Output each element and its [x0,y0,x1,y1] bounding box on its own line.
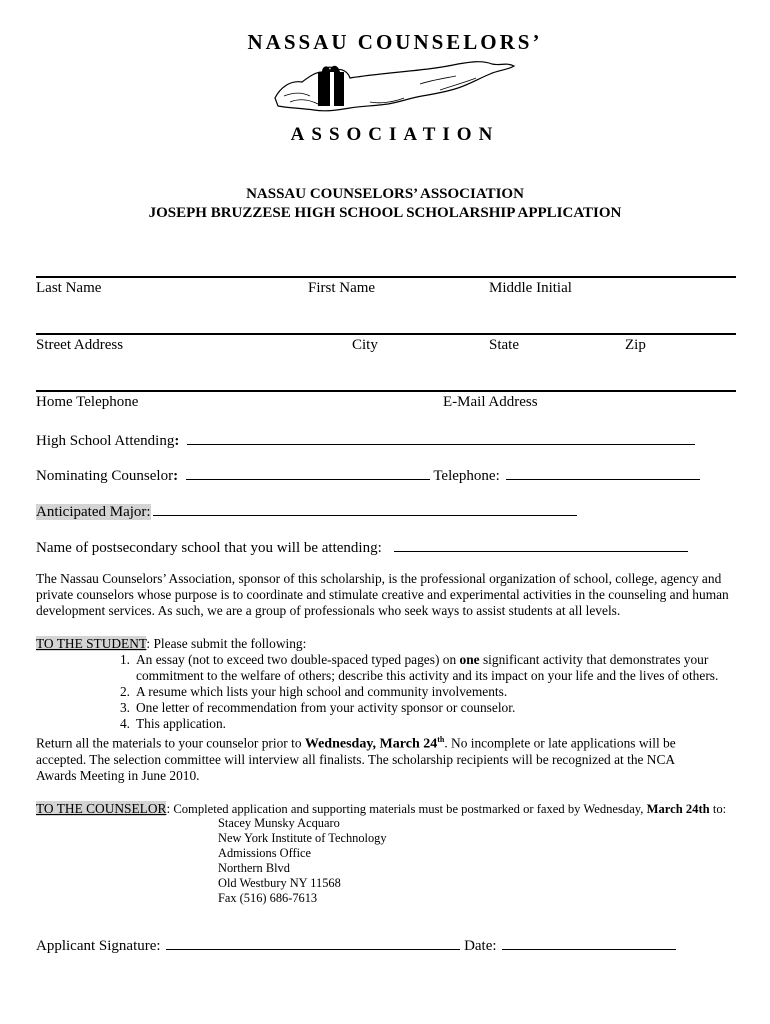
intro-paragraph: The Nassau Counselors’ Association, sponsor of this scholarship, is the professional organization of school, college, agency and private counselors whose purpose is to coordinate and stimulate creative and experimental activities in the counseling and human development services. As such, we are a group of professionals who seek ways to assist students at all levels. [36,571,729,618]
city-label: City [352,337,378,353]
nominating-counselor-label: Nominating Counselor [36,468,174,484]
signature-row [36,935,676,955]
student-heading: TO THE STUDENT [36,636,147,651]
divider [36,390,736,392]
anticipated-major-row [36,501,577,521]
postsecondary-field[interactable] [394,537,688,552]
postsecondary-label: Name of postsecondary school that you will be attending: [36,540,382,556]
nominating-counselor-row: Nominating Counselor: Telephone: [36,465,700,485]
counselor-section: TO THE COUNSELOR: Completed application and supporting materials must be postmarked or faxed by Wednesday, March 24th to: [36,801,727,816]
address-line: Old Westbury NY 11568 [218,876,341,890]
address-line: Northern Blvd [218,861,290,875]
email-label: E-Mail Address [443,394,538,410]
logo-top-text: NASSAU COUNSELORS’ [247,30,543,54]
home-telephone-label: Home Telephone [36,394,139,410]
return-instructions-line3: Awards Meeting in June 2010. [36,768,200,784]
student-section [36,636,746,784]
counselor-address [218,816,387,906]
address-line: Fax (516) 686-7613 [218,891,318,905]
counselor-heading: TO THE COUNSELOR [36,801,167,816]
list-item: 2. A resume which lists your high school and community involvements. [119,684,508,699]
counselor-telephone-field[interactable] [506,465,700,480]
zip-label: Zip [625,337,646,353]
list-item: 3. One letter of recommendation from your activity sponsor or counselor. [119,700,516,715]
address-line: New York Institute of Technology [218,831,387,845]
last-name-label: Last Name [36,280,102,296]
middle-initial-label: Middle Initial [489,280,572,296]
divider [36,333,736,335]
high-school-label: High School Attending [36,433,175,449]
divider [36,276,736,278]
list-item-continued: commitment to the welfare of others; describe this activity and its impact on your life and the lives of others. [136,668,719,683]
postsecondary-row [36,537,688,557]
address-line: Stacey Munsky Acquaro [218,816,340,830]
long-island-map-icon [270,58,520,124]
return-instructions-line2: accepted. The selection committee will interview all finalists. The scholarship recipients will be recognized at the NCA [36,752,676,768]
date-field[interactable] [502,935,676,950]
logo-bottom-text: ASSOCIATION [290,124,500,145]
list-item: 1. An essay (not to exceed two double-spaced typed pages) on one significant activity that demonstrates your [119,652,709,667]
telephone-label: Telephone: [433,468,500,484]
anticipated-major-label: Anticipated Major: [36,504,151,520]
state-label: State [489,337,519,353]
nominating-counselor-field[interactable] [186,465,430,480]
form-title-org: NASSAU COUNSELORS’ ASSOCIATION [246,186,524,202]
high-school-row: High School Attending: [36,430,695,450]
first-name-label: First Name [308,280,376,296]
address-line: Admissions Office [218,846,312,860]
street-address-label: Street Address [36,337,124,353]
student-lead: : Please submit the following: [146,636,307,651]
high-school-field[interactable] [187,430,695,445]
applicant-signature-field[interactable] [166,935,460,950]
applicant-signature-label: Applicant Signature: [36,938,161,954]
return-instructions: Return all the materials to your counselor prior to Wednesday, March 24th. No incomplete or late applications will be [36,735,676,752]
date-label: Date: [464,938,497,954]
form-title: JOSEPH BRUZZESE HIGH SCHOOL SCHOLARSHIP APPLICATION [148,205,622,221]
anticipated-major-field[interactable] [153,501,577,516]
list-item: 4. This application. [119,716,226,731]
